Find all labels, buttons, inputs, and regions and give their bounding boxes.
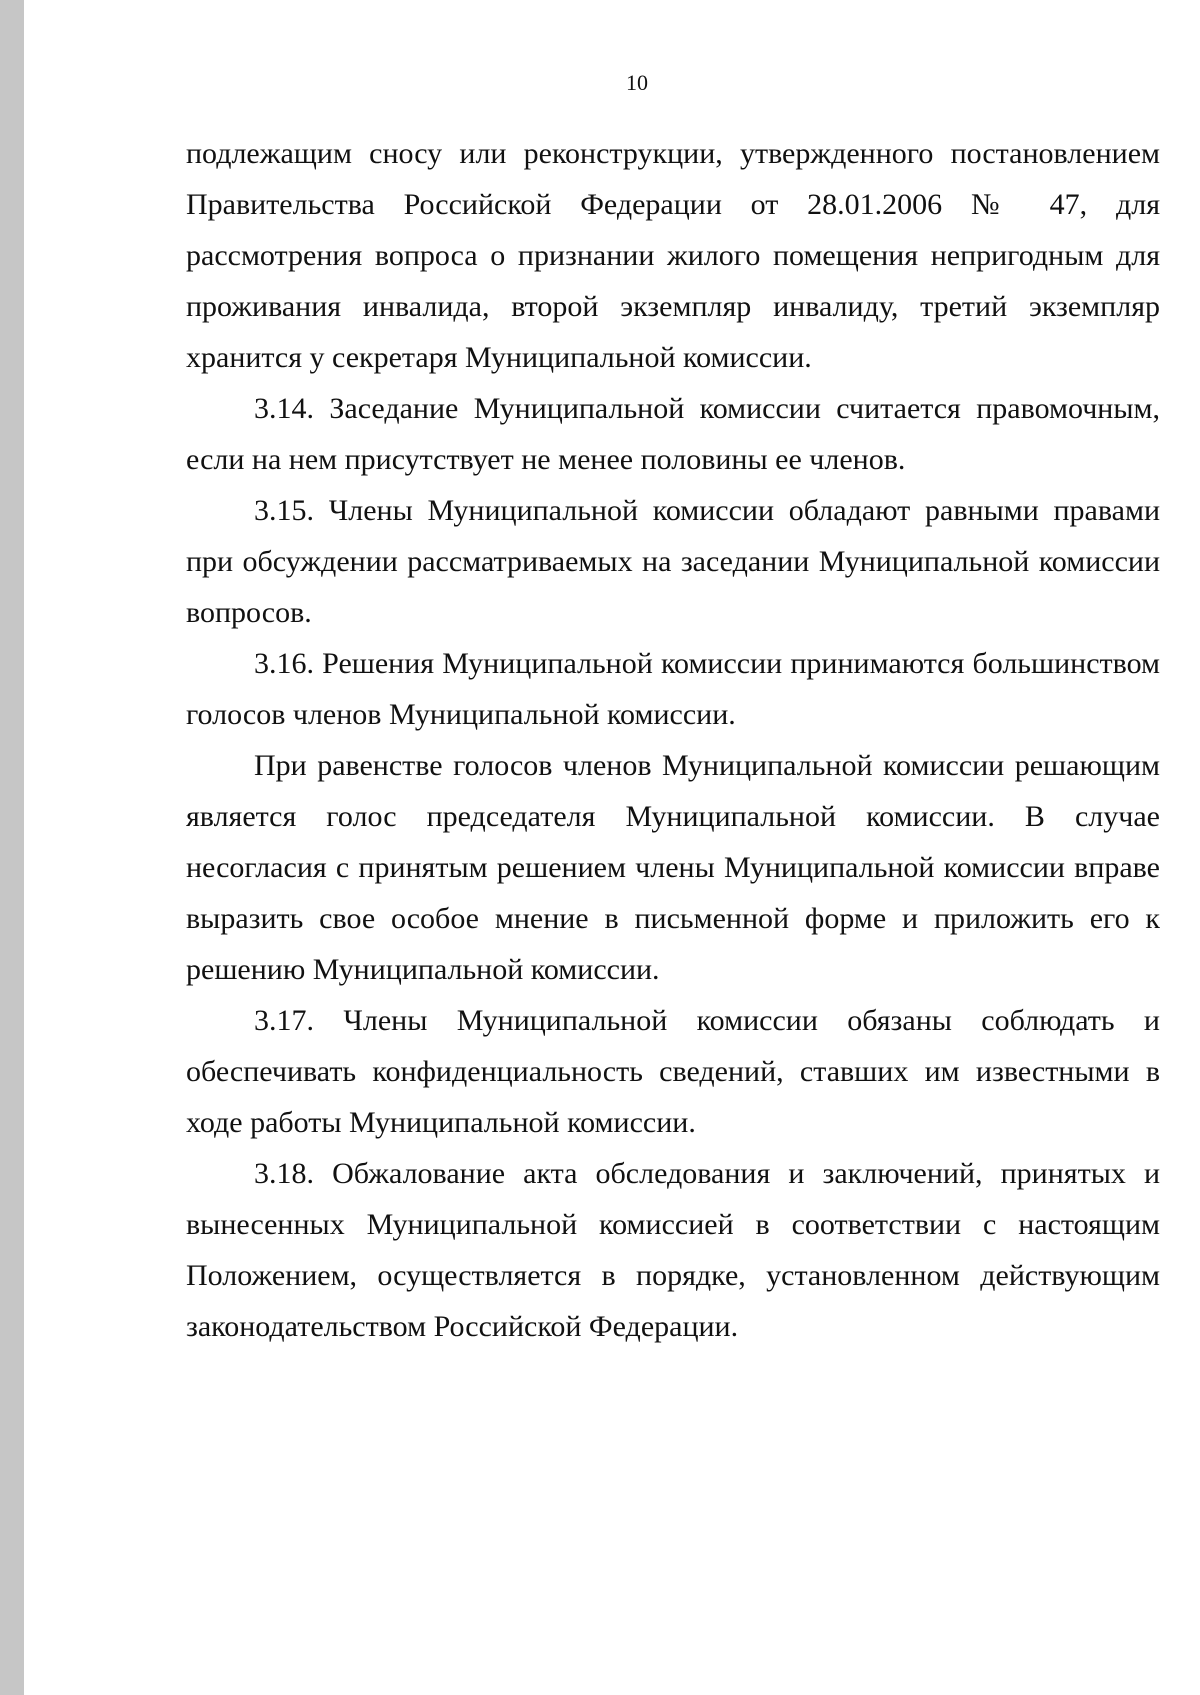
document-body bbox=[186, 128, 1160, 1352]
page-number: 10 bbox=[626, 70, 648, 95]
paragraph-continuation: подлежащим сносу или реконструкции, утвержденного постановлением Правительства Российской Федерации от 28.01.2006 № 47, для рассмотрения вопроса о признании жилого помещения непригодным для проживания инвалида, второй экземпляр инвалиду, третий экземпляр хранится у секретаря Муниципальной комиссии. bbox=[186, 137, 1160, 374]
paragraph-3-17: 3.17. Члены Муниципальной комиссии обязаны соблюдать и обеспечивать конфиденциальность сведений, ставших им известными в ходе работы Муниципальной комиссии. bbox=[186, 1004, 1160, 1139]
paragraph-3-18: 3.18. Обжалование акта обследования и заключений, принятых и вынесенных Муниципальной комиссией в соответствии с настоящим Положением, осуществляется в порядке, установленном действующим законодательством Российской Федерации. bbox=[186, 1157, 1160, 1343]
scan-margin-strip bbox=[0, 0, 24, 1695]
paragraph-3-14: 3.14. Заседание Муниципальной комиссии считается правомочным, если на нем присутствует не менее половины ее членов. bbox=[186, 392, 1160, 476]
paragraph-3-16: 3.16. Решения Муниципальной комиссии принимаются большинством голосов членов Муниципальной комиссии. bbox=[186, 647, 1160, 731]
paragraph-tie-vote: При равенстве голосов членов Муниципальной комиссии решающим является голос председателя Муниципальной комиссии. В случае несогласия с принятым решением члены Муниципальной комиссии вправе выразить свое особое мнение в письменной форме и приложить его к решению Муниципальной комиссии. bbox=[186, 749, 1160, 986]
document-page bbox=[24, 0, 1200, 1695]
paragraph-3-15: 3.15. Члены Муниципальной комиссии обладают равными правами при обсуждении рассматриваемых на заседании Муниципальной комиссии вопросов. bbox=[186, 494, 1160, 629]
